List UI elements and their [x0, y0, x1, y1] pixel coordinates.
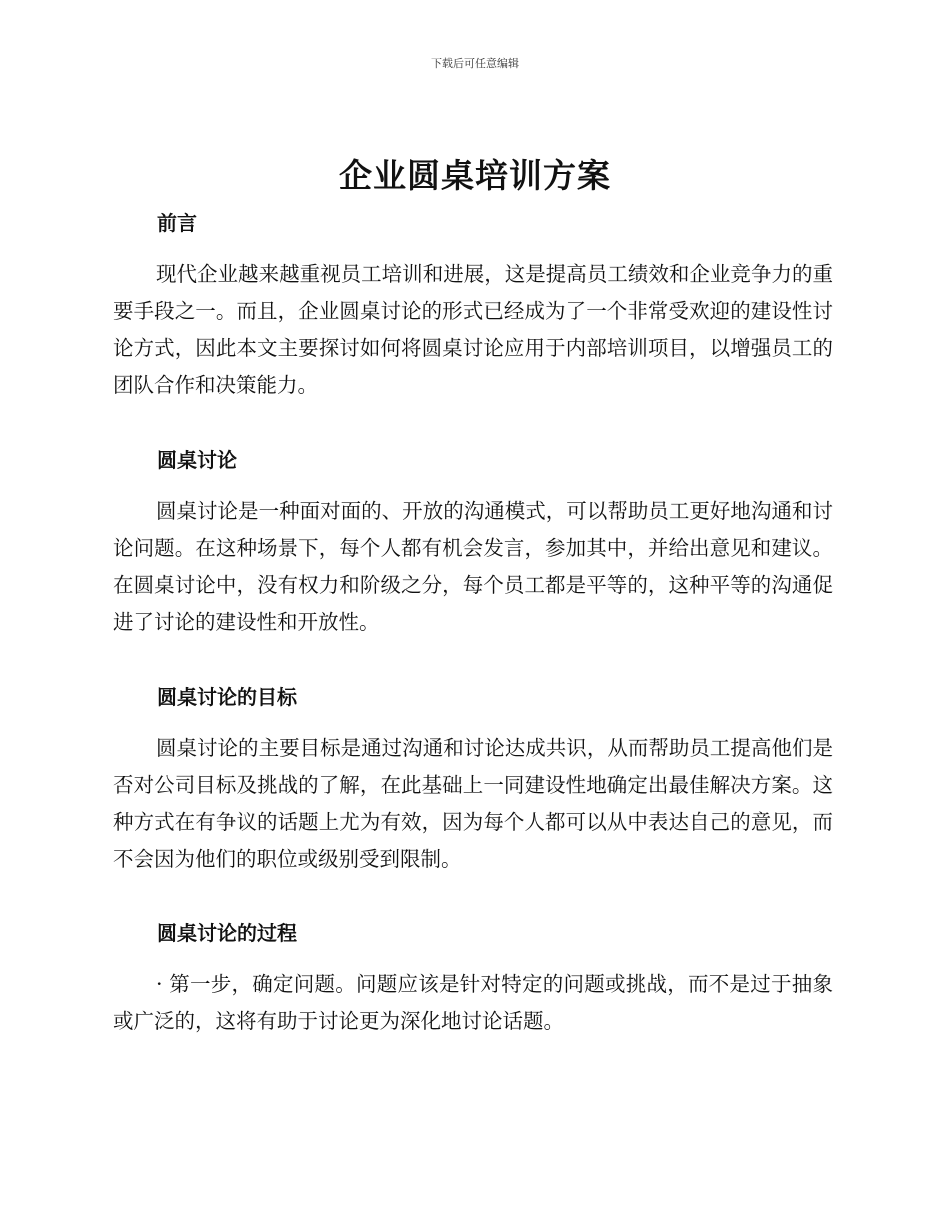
section-paragraph-roundtable: 圆桌讨论是一种面对面的、开放的沟通模式，可以帮助员工更好地沟通和讨论问题。在这种场景下，每个人都有机会发言，参加其中，并给出意见和建议。在圆桌讨论中，没有权力和阶级之分，每个员工都是平等的，这种平等的沟通促进了讨论的建设性和开放性。	[113, 499, 833, 634]
section-paragraph-process: · 第一步，确定问题。问题应该是针对特定的问题或挑战，而不是过于抽象或广泛的，这将有助于讨论更为深化地讨论话题。	[113, 972, 833, 1033]
section-heading-goals: 圆桌讨论的目标	[157, 685, 297, 709]
section-paragraph-preface: 现代企业越来越重视员工培训和进展，这是提高员工绩效和企业竞争力的重要手段之一。而且，企业圆桌讨论的形式已经成为了一个非常受欢迎的建设性讨论方式，因此本文主要探讨如何将圆桌讨论应用于内部培训项目，以增强员工的团队合作和决策能力。	[113, 262, 833, 397]
section-heading-roundtable: 圆桌讨论	[157, 448, 237, 472]
header-note: 下载后可任意编辑	[431, 57, 519, 70]
section-heading-process: 圆桌讨论的过程	[157, 921, 297, 945]
section-paragraph-goals: 圆桌讨论的主要目标是通过沟通和讨论达成共识，从而帮助员工提高他们是否对公司目标及挑战的了解，在此基础上一同建设性地确定出最佳解决方案。这种方式在有争议的话题上尤为有效，因为每个人都可以从中表达自己的意见，而不会因为他们的职位或级别受到限制。	[113, 736, 833, 871]
section-heading-preface: 前言	[157, 211, 197, 235]
document-title: 企业圆桌培训方案	[339, 156, 611, 195]
